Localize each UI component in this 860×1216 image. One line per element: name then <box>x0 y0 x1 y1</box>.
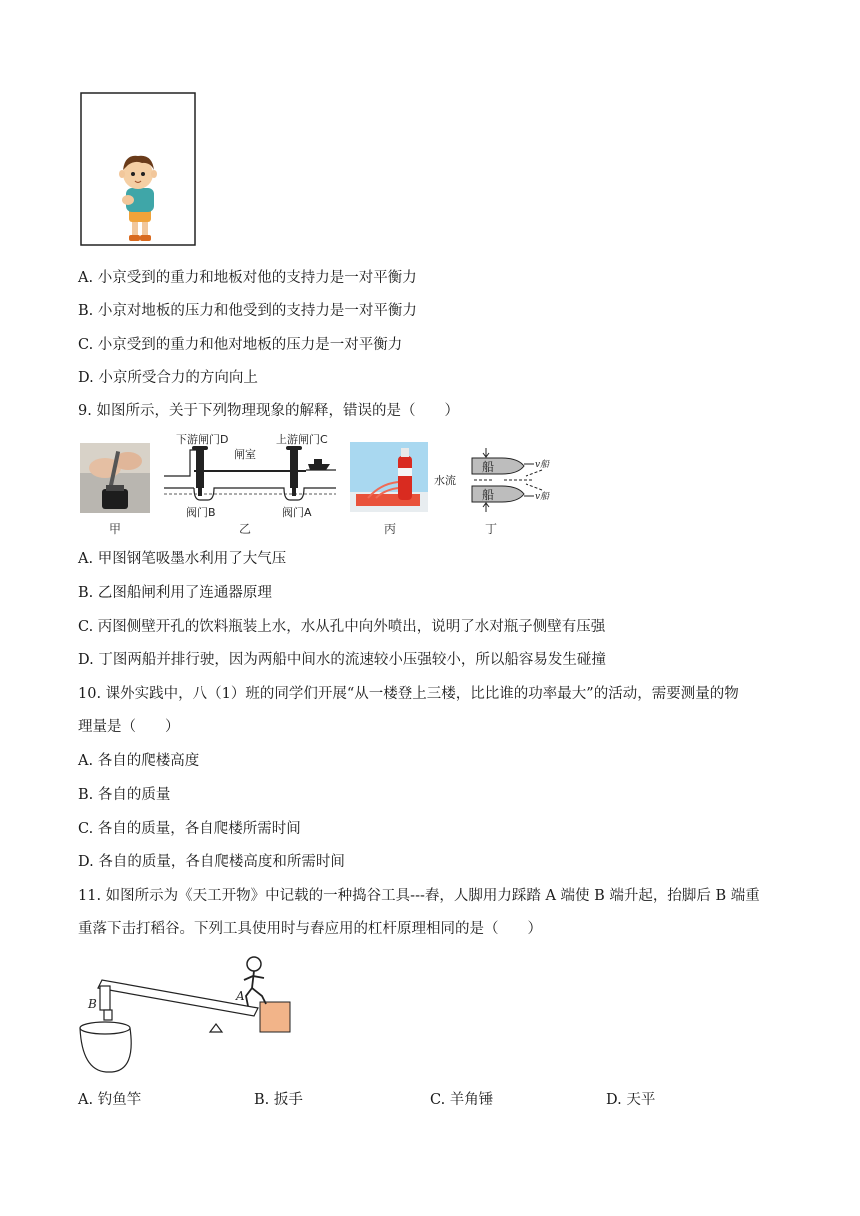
q10-option-d[interactable]: D. 各自的质量，各自爬楼高度和所需时间 <box>78 854 345 870</box>
label-gate-c: 上游闸门C <box>276 433 328 446</box>
q11-stem-line1: 11. 如图所示为《天工开物》中记载的一种捣谷工具---舂，人脚用力踩踏 A 端使 B 端升起，抬脚后 B 端重 <box>78 888 760 904</box>
q11-option-b[interactable]: B. 扳手 <box>254 1092 303 1108</box>
q8-option-a[interactable]: A. 小京受到的重力和地板对他的支持力是一对平衡力 <box>78 270 417 286</box>
q9-option-b[interactable]: B. 乙图船闸利用了连通器原理 <box>78 585 272 601</box>
q8-option-b[interactable]: B. 小京对地板的压力和他受到的支持力是一对平衡力 <box>78 303 417 319</box>
q8-option-c[interactable]: C. 小京受到的重力和他对地板的压力是一对平衡力 <box>78 337 403 353</box>
q10-stem-line2: 理量是（ ） <box>78 719 180 735</box>
q11-option-c[interactable]: C. 羊角锤 <box>430 1092 494 1108</box>
q8-option-d[interactable]: D. 小京所受合力的方向向上 <box>78 370 258 386</box>
bottle-water-photo <box>350 442 428 512</box>
caption-yi: 乙 <box>238 522 251 536</box>
q9-option-d[interactable]: D. 丁图两船并排行驶，因为两船中间水的流速较小压强较小，所以船容易发生碰撞 <box>78 652 606 668</box>
q10-option-a[interactable]: A. 各自的爬楼高度 <box>78 753 200 769</box>
standing-boy-figure <box>80 92 197 248</box>
caption-jia: 甲 <box>108 522 121 536</box>
q9-option-c[interactable]: C. 丙图侧壁开孔的饮料瓶装上水，水从孔中向外喷出，说明了水对瓶子侧壁有压强 <box>78 619 606 635</box>
q11-option-a[interactable]: A. 钓鱼竿 <box>78 1092 142 1108</box>
label-end-b: B <box>88 997 97 1011</box>
label-water-flow: 水流 <box>434 474 456 487</box>
q10-option-b[interactable]: B. 各自的质量 <box>78 787 171 803</box>
q9-stem: 9. 如图所示，关于下列物理现象的解释，错误的是（ ） <box>78 403 459 419</box>
q10-option-c[interactable]: C. 各自的质量，各自爬楼所需时间 <box>78 821 301 837</box>
q11-stem-line2: 重落下击打稻谷。下列工具使用时与舂应用的杠杆原理相同的是（ ） <box>78 921 542 937</box>
pestle-lever-diagram <box>78 952 300 1074</box>
label-gate-d: 下游闸门D <box>176 433 229 446</box>
label-boat-bottom: 船 <box>482 488 495 502</box>
label-chamber: 闸室 <box>234 448 256 461</box>
label-v-boat-bottom: v船 <box>535 492 550 502</box>
label-end-a: A <box>236 989 245 1003</box>
q10-stem-line1: 10. 课外实践中，八（1）班的同学们开展“从一楼登上三楼，比比谁的功率最大”的活动，需要测量的物 <box>78 686 739 702</box>
caption-ding: 丁 <box>484 522 497 536</box>
pen-ink-photo <box>80 443 150 513</box>
ship-lock-diagram <box>160 430 340 520</box>
two-boats-diagram <box>432 446 550 512</box>
label-valve-a: 阀门A <box>282 506 312 519</box>
q11-option-d[interactable]: D. 天平 <box>606 1092 656 1108</box>
caption-bing: 丙 <box>383 522 396 536</box>
q9-option-a[interactable]: A. 甲图钢笔吸墨水利用了大气压 <box>78 551 287 567</box>
label-boat-top: 船 <box>482 460 495 474</box>
label-v-boat-top: v船 <box>535 460 550 470</box>
label-valve-b: 阀门B <box>186 506 216 519</box>
